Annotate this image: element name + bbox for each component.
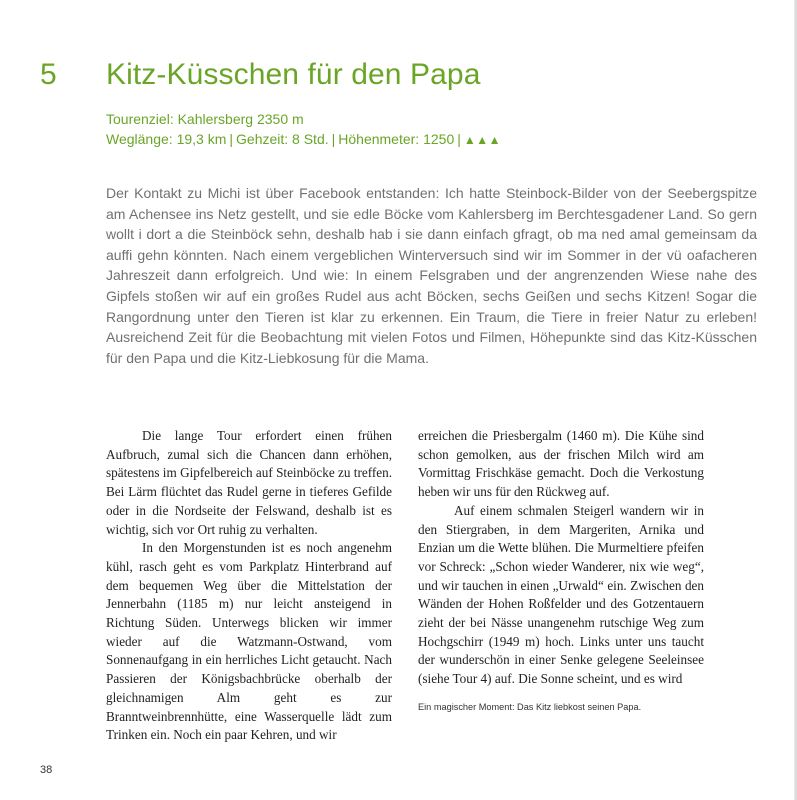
page-number: 38 bbox=[40, 764, 53, 776]
tour-length: Weglänge: 19,3 km bbox=[106, 131, 227, 147]
body-column-left bbox=[106, 427, 392, 745]
tour-stats bbox=[106, 129, 501, 150]
chapter-number: 5 bbox=[40, 58, 57, 91]
separator: | bbox=[331, 131, 336, 147]
photo-caption: Ein magischer Moment: Das Kitz liebkost seinen Papa. bbox=[418, 702, 642, 712]
body-paragraph: In den Morgenstunden ist es noch angenehm kühl, rasch geht es vom Parkplatz Hinterbrand auf dem bequemen Weg über die Mittelstation der Jennerbahn (1185 m) nur leicht ansteigend in Richtung Süden. Unterwegs blicken wir immer wieder auf die Watzmann-Ostwand, vom Sonnenaufgang in ein herrliches Licht getaucht. Nach Passieren der Königsbachbrücke oberhalb der gleichnamigen Alm geht es zur Branntweinbrennhütte, eine Wasserquelle lädt zum Trinken ein. Noch ein paar Kehren, und wir bbox=[106, 540, 392, 743]
chapter-title: Kitz-Küsschen für den Papa bbox=[106, 58, 481, 91]
intro-paragraph: Der Kontakt zu Michi ist über Facebook entstanden: Ich hatte Steinbock-Bilder von der Seebergspitze am Achensee ins Netz gestellt, und sie edle Böcke vom Kahlersberg im Berchtesgadener Land. So gern wollt i dort a die Steinböck sehn, deshalb hab i sie dann einfach gfragt, ob ma ned amal gemeinsam da auffi gehn könnten. Nach einem vergeblichen Winterversuch sind wir im Sommer in der vü oafacheren Jahreszeit dann erfolgreich. Und wie: In einem Felsgraben und der angrenzenden Wiese nahe des Gipfels stoßen wir auf ein großes Rudel aus acht Böcken, sechs Geißen und sechs Kitzen! Sogar die Rangordnung unter den Tieren ist klar zu erkennen. Ein Traum, die Tiere in freier Natur zu erleben! Ausreichend Zeit für die Beobachtung mit vielen Fotos und Filmen, Höhepunkte sind das Kitz-Küsschen für den Papa und die Kitz-Liebkosung für die Mama. bbox=[106, 185, 757, 366]
body-paragraph: Die lange Tour erfordert einen frühen Aufbruch, zumal sich die Chancen dann erhöhen, spätestens im Gipfelbereich auf Steinböcke zu treffen. Bei Lärm flüchtet das Rudel gerne in tieferes Gefilde oder in die Nordseite der Felswand, deshalb ist es wichtig, sich vor Ort ruhig zu verhalten. bbox=[106, 428, 392, 537]
body-paragraph: erreichen die Priesbergalm (1460 m). Die Kühe sind schon gemolken, aus der frischen Milch wird am Vormittag Frischkäse gemacht. Doch die Verkostung heben wir uns für den Rückweg auf. bbox=[418, 428, 704, 500]
tour-info bbox=[106, 109, 501, 150]
body-paragraph: Auf einem schmalen Steigerl wandern wir in den Stiergraben, in dem Margeriten, Arnika und Enzian um die Wette blühen. Die Murmeltiere pfeifen vor Schreck: „Schon wieder Wanderer, nix wie weg“, und wir tauchen in einen „Urwald“ ein. Zwischen den Wänden der Hohen Roßfelder und des Gotzentauern zieht der bei Nässe unangenehm rutschige Weg zum Hochgschirr (1949 m) hoch. Links unter uns taucht der wunderschön in einer Senke gelegene Seeleinsee (siehe Tour 4) auf. Die Sonne scheint, und es wird bbox=[418, 502, 704, 687]
tour-destination: Tourenziel: Kahlersberg 2350 m bbox=[106, 111, 304, 127]
separator: | bbox=[457, 131, 461, 147]
separator: | bbox=[229, 131, 234, 147]
tour-elevation: Höhenmeter: 1250 bbox=[338, 131, 455, 147]
body-column-right bbox=[418, 427, 704, 689]
difficulty-triangles-icon: ▲▲▲ bbox=[463, 133, 502, 147]
tour-duration: Gehzeit: 8 Std. bbox=[236, 131, 329, 147]
